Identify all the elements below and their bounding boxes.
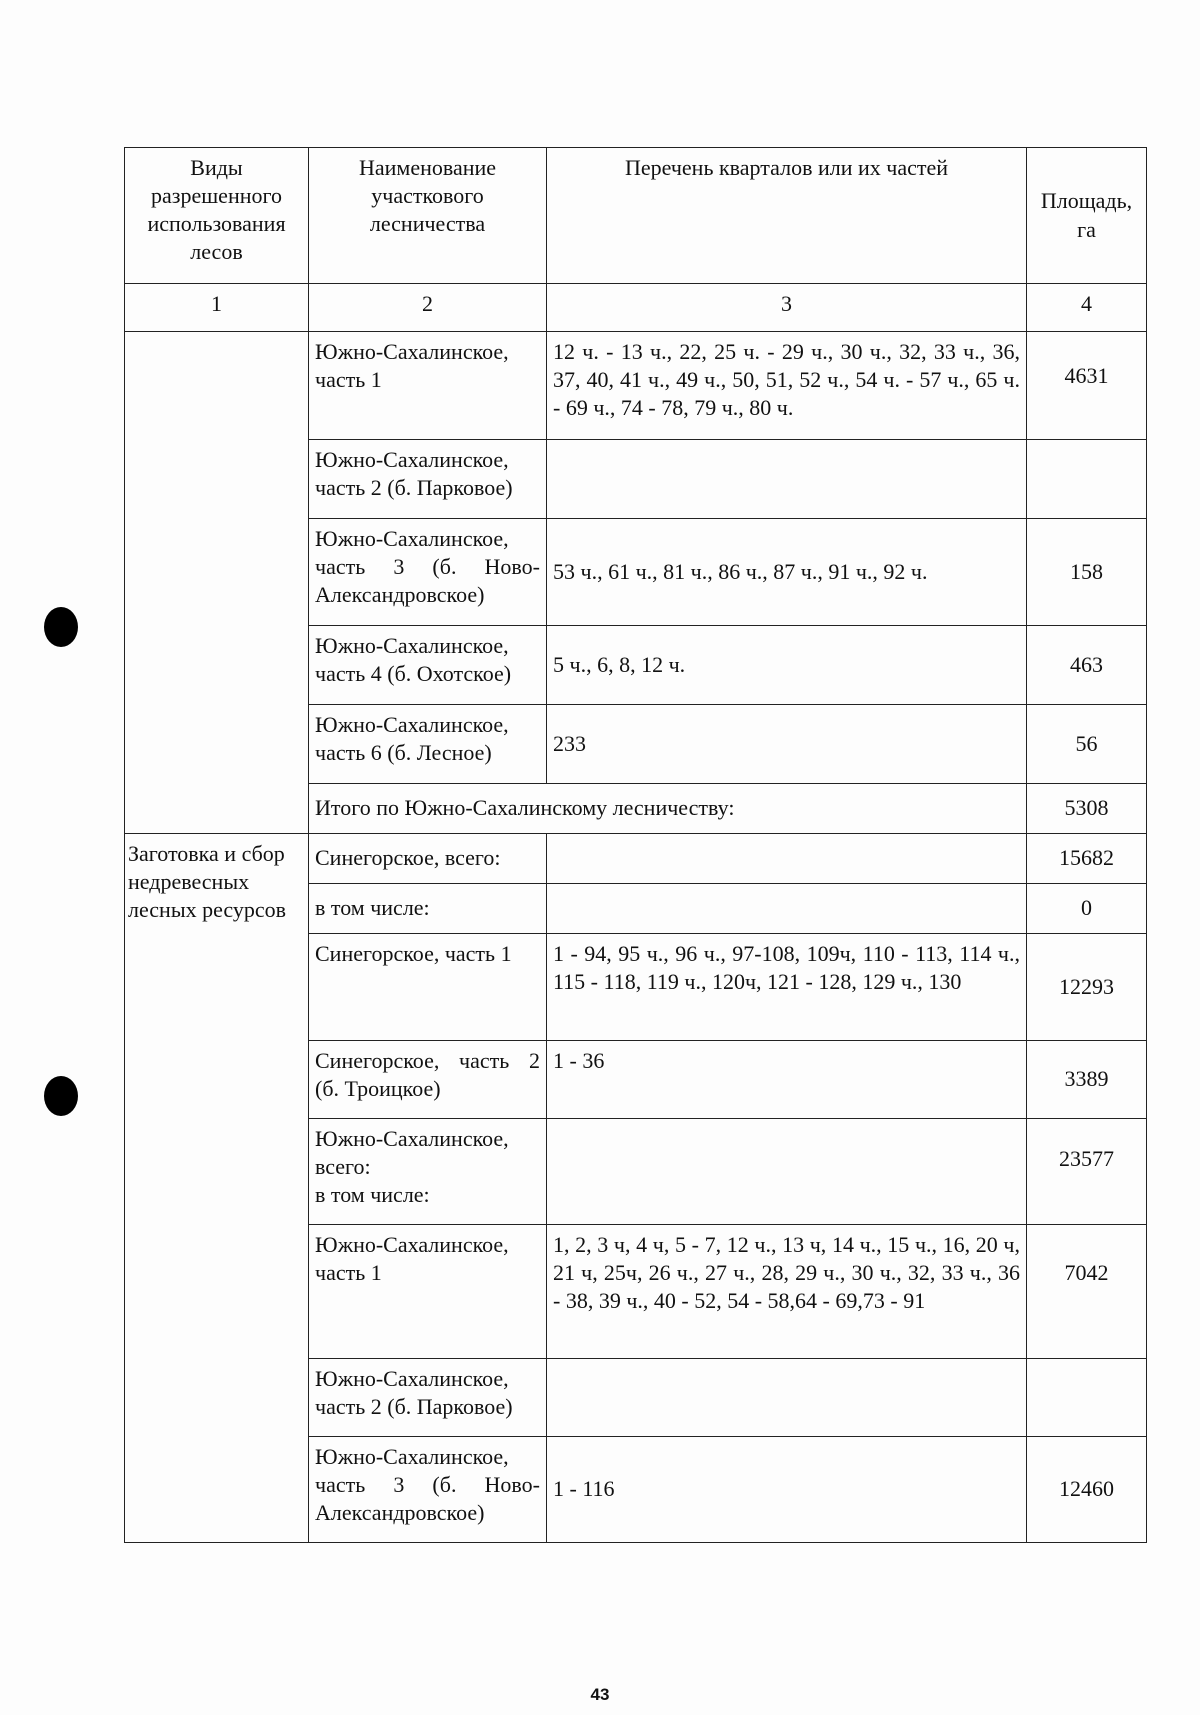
- punch-hole: [44, 1076, 78, 1116]
- forestry-name: Южно-Сахалинское, часть 3 (б. Ново-Александровское): [309, 519, 547, 626]
- table-row: [125, 834, 1147, 884]
- forestry-name: Южно-Сахалинское, часть 6 (б. Лесное): [309, 705, 547, 784]
- forestry-name: Синегорское, всего:: [309, 834, 547, 884]
- quarters-list: 233: [547, 705, 1027, 784]
- area-value: 15682: [1027, 834, 1147, 884]
- area-value: 463: [1027, 626, 1147, 705]
- punch-hole: [44, 607, 78, 647]
- quarters-list: [547, 440, 1027, 519]
- area-value: 12293: [1027, 934, 1147, 1041]
- quarters-list: 1, 2, 3 ч, 4 ч, 5 - 7, 12 ч., 13 ч, 14 ч., 15 ч., 16, 20 ч, 21 ч, 25ч, 26 ч., 27 ч., 28, 29 ч., 30 ч., 32, 33 ч., 36 - 38, 39 ч., 40 - 52, 54 - 58,64 - 69,73 - 91: [547, 1225, 1027, 1359]
- forestry-name: Южно-Сахалинское, часть 2 (б. Парковое): [309, 440, 547, 519]
- column-number: 4: [1027, 284, 1147, 332]
- header-usage-type: Виды разрешенного использования лесов: [125, 148, 309, 284]
- quarters-list: 53 ч., 61 ч., 81 ч., 86 ч., 87 ч., 91 ч., 92 ч.: [547, 519, 1027, 626]
- forestry-name: Синегорское, часть 2 (б. Троицкое): [309, 1041, 547, 1119]
- area-value: 3389: [1027, 1041, 1147, 1119]
- usage-type-label: Заготовка и сбор недревесных лесных ресурсов: [125, 834, 309, 1543]
- quarters-list: 12 ч. - 13 ч., 22, 25 ч. - 29 ч., 30 ч., 32, 33 ч., 36, 37, 40, 41 ч., 49 ч., 50, 51, 52 ч., 54 ч. - 57 ч., 65 ч. - 69 ч., 74 - 78, 79 ч., 80 ч.: [547, 332, 1027, 440]
- header-area: Площадь, га: [1027, 148, 1147, 284]
- area-value: 7042: [1027, 1225, 1147, 1359]
- quarters-list: 5 ч., 6, 8, 12 ч.: [547, 626, 1027, 705]
- quarters-list: [547, 884, 1027, 934]
- header-quarters-list: Перечень кварталов или их частей: [547, 148, 1027, 284]
- table-row: [125, 332, 1147, 440]
- header-row: [125, 148, 1147, 284]
- area-value: [1027, 440, 1147, 519]
- forestry-name: Синегорское, часть 1: [309, 934, 547, 1041]
- area-value: 12460: [1027, 1437, 1147, 1543]
- area-value: 4631: [1027, 332, 1147, 440]
- forestry-name: Южно-Сахалинское, часть 4 (б. Охотское): [309, 626, 547, 705]
- quarters-list: [547, 1119, 1027, 1225]
- area-value: [1027, 1359, 1147, 1437]
- total-label: Итого по Южно-Сахалинскому лесничеству:: [309, 784, 1027, 834]
- quarters-list: 1 - 94, 95 ч., 96 ч., 97-108, 109ч, 110 - 113, 114 ч., 115 - 118, 119 ч., 120ч, 121 - 128, 129 ч., 130: [547, 934, 1027, 1041]
- area-value: 158: [1027, 519, 1147, 626]
- quarters-list: 1 - 116: [547, 1437, 1027, 1543]
- forestry-name: Южно-Сахалинское, часть 2 (б. Парковое): [309, 1359, 547, 1437]
- area-value: 56: [1027, 705, 1147, 784]
- area-value: 0: [1027, 884, 1147, 934]
- header-forestry-name: Наименование участкового лесничества: [309, 148, 547, 284]
- forestry-name: Южно-Сахалинское, часть 1: [309, 332, 547, 440]
- usage-type-cell-empty: [125, 332, 309, 834]
- quarters-list: [547, 834, 1027, 884]
- forestry-name: Южно-Сахалинское, часть 3 (б. Ново-Александровское): [309, 1437, 547, 1543]
- forest-quarters-table: [124, 147, 1147, 1543]
- total-area-value: 5308: [1027, 784, 1147, 834]
- forestry-name: Южно-Сахалинское, всего: в том числе:: [309, 1119, 547, 1225]
- quarters-list: 1 - 36: [547, 1041, 1027, 1119]
- area-value: 23577: [1027, 1119, 1147, 1225]
- column-number: 2: [309, 284, 547, 332]
- column-number: 1: [125, 284, 309, 332]
- page-number: 43: [590, 1685, 610, 1704]
- column-number-row: [125, 284, 1147, 332]
- quarters-list: [547, 1359, 1027, 1437]
- forestry-name: Южно-Сахалинское, часть 1: [309, 1225, 547, 1359]
- forestry-name: в том числе:: [309, 884, 547, 934]
- column-number: 3: [547, 284, 1027, 332]
